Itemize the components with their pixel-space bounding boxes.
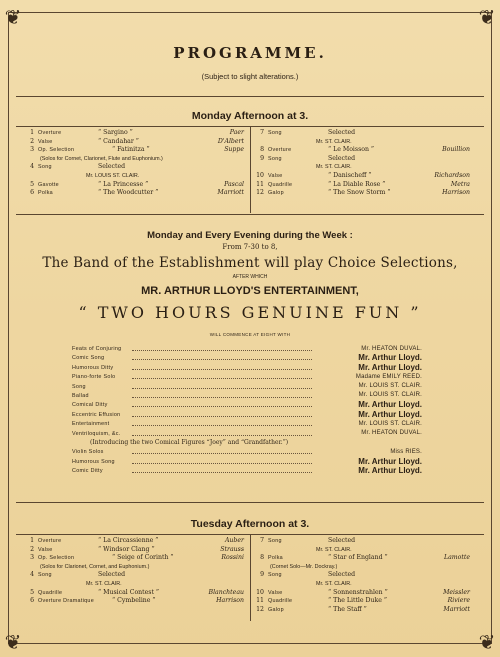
item-number: 6 — [30, 597, 34, 605]
item-note: Mr. LOUIS ST. CLAIR. — [86, 172, 140, 179]
column-divider — [250, 127, 251, 213]
item-note: Mr. ST. CLAIR. — [316, 164, 352, 171]
act-name: Violin Solos — [72, 449, 104, 456]
tuesday-afternoon-heading: Tuesday Afternoon at 3. — [190, 518, 310, 530]
list-item — [72, 466, 422, 475]
list-item — [72, 353, 422, 362]
item-composer: Harrison — [216, 597, 244, 605]
list-item — [26, 189, 244, 198]
item-note: (Solos for Clarionet, Cornet, and Euphonium.) — [40, 563, 150, 570]
list-item — [72, 438, 422, 447]
item-composer: Marriott — [443, 605, 470, 613]
item-title: “ Windsor Clang ” — [98, 545, 155, 553]
act-name: Humorous Song — [72, 458, 115, 465]
item-number: 10 — [256, 171, 264, 179]
list-item — [72, 457, 422, 466]
list-item — [72, 419, 422, 428]
list-item — [26, 589, 244, 598]
performer: Mr. Arthur Lloyd. — [358, 353, 422, 363]
list-item — [26, 129, 244, 138]
item-number: 9 — [260, 154, 264, 162]
item-composer: Lamotte — [443, 554, 470, 562]
list-item — [72, 410, 422, 419]
performer: Mr. LOUIS ST. CLAIR. — [358, 383, 422, 390]
act-name: Feats of Conjuring — [72, 346, 122, 352]
entertainment-title: MR. ARTHUR LLOYD'S ENTERTAINMENT, — [141, 285, 359, 297]
list-item — [72, 344, 422, 353]
item-note: Mr. ST. CLAIR. — [316, 138, 352, 145]
item-type: Polka — [38, 190, 53, 197]
item-composer: Metra — [450, 180, 470, 188]
act-name: Eccentric Effusion — [72, 411, 121, 418]
list-item — [72, 363, 422, 372]
item-number: 5 — [30, 588, 34, 596]
item-composer: Rossini — [221, 554, 244, 562]
performer: Mr. Arthur Lloyd. — [358, 400, 422, 410]
list-item — [26, 580, 244, 589]
monday-right-list — [256, 129, 470, 198]
dot-leader — [132, 373, 312, 379]
fleuron-icon: ❦ — [4, 5, 22, 29]
item-composer: Marriott — [217, 189, 244, 197]
dot-leader — [132, 458, 312, 464]
item-note: (Cornet Solo—Mr. Dockray.) — [270, 563, 338, 570]
item-title: “ Sargino ” — [98, 129, 133, 136]
act-name: Humorous Ditty — [72, 364, 114, 371]
item-title: “ Sonnenstrahlen ” — [328, 588, 388, 596]
item-type: Op. Selection — [38, 555, 75, 562]
list-item — [256, 546, 470, 555]
performer: Mr. Arthur Lloyd. — [358, 362, 422, 372]
item-number: 1 — [30, 129, 34, 136]
item-title: Selected — [98, 163, 126, 171]
item-note: Mr. ST. CLAIR. — [316, 546, 352, 553]
tuesday-left-list — [26, 537, 244, 606]
item-number: 12 — [256, 605, 264, 613]
item-number: 4 — [30, 163, 34, 171]
list-item — [256, 537, 470, 546]
evening-heading: Monday and Every Evening during the Week : — [147, 230, 353, 241]
item-type: Overture — [268, 147, 292, 154]
dot-leader — [132, 354, 312, 360]
item-number: 3 — [30, 146, 34, 154]
fleuron-icon: ❦ — [478, 5, 496, 29]
list-item — [72, 400, 422, 409]
list-item — [256, 563, 470, 572]
item-type: Overture — [38, 130, 62, 136]
entertainment-list — [72, 344, 422, 475]
evening-time: From 7-30 to 8, — [222, 243, 278, 251]
show-title: “ TWO HOURS GENUINE FUN ” — [78, 303, 422, 322]
item-composer: Meissler — [443, 588, 470, 596]
monday-afternoon-heading: Monday Afternoon at 3. — [191, 110, 309, 122]
list-item — [256, 138, 470, 147]
item-number: 11 — [256, 180, 264, 188]
item-title: Selected — [328, 571, 356, 579]
item-composer: Riviere — [447, 597, 470, 605]
act-name: Ventriloquism, &c. — [72, 430, 121, 437]
divider — [16, 502, 484, 503]
item-composer: Pascal — [224, 180, 244, 188]
list-item — [256, 571, 470, 580]
item-number: 2 — [30, 545, 34, 553]
list-item — [26, 554, 244, 563]
dot-leader — [132, 345, 312, 351]
item-composer: Bouillion — [442, 146, 470, 154]
item-title: “ Candahar ” — [98, 137, 139, 145]
item-type: Polka — [268, 555, 283, 562]
list-item — [256, 129, 470, 138]
item-composer: Strauss — [220, 545, 244, 553]
item-composer: Auber — [224, 537, 244, 544]
item-type: Overture Dramatique — [38, 598, 95, 605]
dot-leader — [132, 364, 312, 370]
list-item — [256, 554, 470, 563]
dot-leader — [132, 401, 312, 407]
act-name: Comic Ditty — [72, 468, 103, 475]
list-item — [72, 447, 422, 456]
item-number: 4 — [30, 571, 34, 579]
item-number: 10 — [256, 588, 264, 596]
item-type: Song — [38, 572, 52, 579]
item-number: 2 — [30, 137, 34, 145]
item-composer: Paer — [229, 129, 244, 136]
list-item — [72, 391, 422, 400]
column-divider — [250, 535, 251, 621]
item-number: 8 — [260, 146, 264, 154]
item-type: Quadrille — [268, 598, 293, 605]
list-item — [26, 155, 244, 164]
item-title: Selected — [328, 154, 356, 162]
dot-leader — [132, 420, 312, 426]
item-composer: Suppe — [224, 146, 244, 154]
list-item — [26, 597, 244, 606]
item-note: (Solos for Cornet, Clarionet, Flute and Euphonium.) — [40, 155, 163, 162]
item-type: Song — [268, 155, 282, 162]
item-type: Quadrille — [268, 181, 293, 188]
dot-leader — [132, 467, 312, 473]
item-title: “ The Woodcutter ” — [98, 189, 159, 197]
item-note: Mr. ST. CLAIR. — [86, 580, 122, 587]
item-number: 5 — [30, 180, 34, 188]
dot-leader — [132, 392, 312, 398]
list-item — [26, 146, 244, 155]
list-item — [256, 155, 470, 164]
item-title: Selected — [328, 129, 356, 136]
performer: Mr. HEATON DUVAL. — [361, 345, 422, 352]
act-name: Entertainment — [72, 421, 110, 428]
item-title: “ Seige of Corinth ” — [112, 554, 174, 562]
divider — [16, 214, 484, 215]
band-announcement: The Band of the Establishment will play Choice Selections, — [42, 255, 458, 271]
list-item — [26, 563, 244, 572]
item-note: Mr. ST. CLAIR. — [316, 580, 352, 587]
item-type: Galop — [268, 606, 284, 613]
item-title: “ Danischeff ” — [328, 171, 372, 179]
item-title: Selected — [98, 571, 126, 579]
commence-note: WILL COMMENCE AT EIGHT WITH — [209, 332, 291, 337]
page-title: PROGRAMME. — [173, 44, 327, 62]
list-item — [256, 597, 470, 606]
list-item — [26, 546, 244, 555]
list-item — [256, 580, 470, 589]
list-item — [26, 138, 244, 147]
performer: Miss RIES. — [390, 448, 422, 455]
list-item — [26, 571, 244, 580]
fleuron-icon: ❦ — [478, 630, 496, 654]
item-type: Galop — [268, 190, 284, 197]
item-composer: Harrison — [442, 189, 470, 197]
item-title: “ The Snow Storm ” — [328, 189, 391, 197]
act-name: Ballad — [72, 392, 89, 399]
performer: Mr. Arthur Lloyd. — [358, 456, 422, 466]
item-type: Valse — [268, 589, 283, 596]
act-name: Song — [72, 383, 86, 390]
performer: Madame EMILY REED. — [355, 373, 422, 380]
item-type: Valse — [38, 546, 53, 553]
item-title: “ Cymbeline ” — [112, 597, 156, 605]
item-title: “ La Circassienne ” — [98, 537, 159, 544]
item-number: 12 — [256, 189, 264, 197]
act-name: Piano-forte Solo — [72, 374, 116, 381]
item-type: Valse — [38, 138, 53, 145]
dot-leader — [132, 448, 312, 454]
item-type: Valse — [268, 172, 283, 179]
performer: Mr. Arthur Lloyd. — [358, 409, 422, 419]
item-number: 3 — [30, 554, 34, 562]
item-composer: D'Albert — [217, 137, 244, 145]
list-item — [256, 146, 470, 155]
item-title: “ Le Moisson ” — [328, 146, 375, 154]
performer: Mr. LOUIS ST. CLAIR. — [358, 392, 422, 399]
list-item — [72, 429, 422, 438]
act-name: Comic Song — [72, 355, 105, 362]
list-item — [72, 382, 422, 391]
item-type: Song — [268, 538, 282, 544]
list-item — [26, 181, 244, 190]
list-item — [256, 189, 470, 198]
divider — [16, 96, 484, 97]
dot-leader — [132, 383, 312, 389]
item-title: “ The Staff ” — [328, 605, 367, 613]
item-title: “ La Princesse ” — [98, 180, 149, 188]
item-title: Selected — [328, 537, 356, 544]
list-item — [256, 606, 470, 615]
list-item — [256, 172, 470, 181]
performer: Mr. Arthur Lloyd. — [358, 466, 422, 476]
item-type: Song — [268, 572, 282, 579]
item-title: “ Musical Contest ” — [98, 588, 160, 596]
dot-leader — [132, 411, 312, 417]
item-title: “ La Diable Rose ” — [328, 180, 386, 188]
after-which: AFTER WHICH — [232, 274, 268, 280]
item-type: Op. Selection — [38, 147, 75, 154]
monday-left-list — [26, 129, 244, 198]
act-note: (Introducing the two Comical Figures “Joey” and “Grandfather.”) — [90, 438, 289, 446]
item-number: 7 — [260, 129, 264, 136]
performer: Mr. LOUIS ST. CLAIR. — [358, 420, 422, 427]
item-type: Quadrille — [38, 589, 63, 596]
item-number: 11 — [256, 597, 264, 605]
list-item — [26, 163, 244, 172]
item-title: “ Star of England ” — [328, 554, 388, 562]
fleuron-icon: ❦ — [4, 630, 22, 654]
item-title: “ The Little Duke ” — [328, 597, 388, 605]
list-item — [26, 537, 244, 546]
dot-leader — [132, 430, 312, 436]
item-number: 7 — [260, 537, 264, 544]
item-composer: Richardson — [434, 171, 470, 179]
item-type: Gavotte — [38, 181, 59, 188]
item-number: 9 — [260, 571, 264, 579]
list-item — [256, 589, 470, 598]
item-type: Song — [268, 130, 282, 136]
item-composer: Blanchteau — [208, 588, 244, 596]
item-number: 8 — [260, 554, 264, 562]
item-type: Song — [38, 164, 52, 171]
tuesday-right-list — [256, 537, 470, 614]
act-name: Comical Ditty — [72, 402, 108, 409]
item-number: 1 — [30, 537, 34, 544]
item-number: 6 — [30, 189, 34, 197]
page-subtitle: (Subject to slight alterations.) — [201, 72, 299, 81]
performer: Mr. HEATON DUVAL. — [361, 430, 422, 437]
item-title: “ Fatinitza ” — [112, 146, 150, 154]
list-item — [256, 181, 470, 190]
list-item — [26, 172, 244, 181]
list-item — [72, 372, 422, 381]
item-type: Overture — [38, 538, 62, 544]
list-item — [256, 163, 470, 172]
